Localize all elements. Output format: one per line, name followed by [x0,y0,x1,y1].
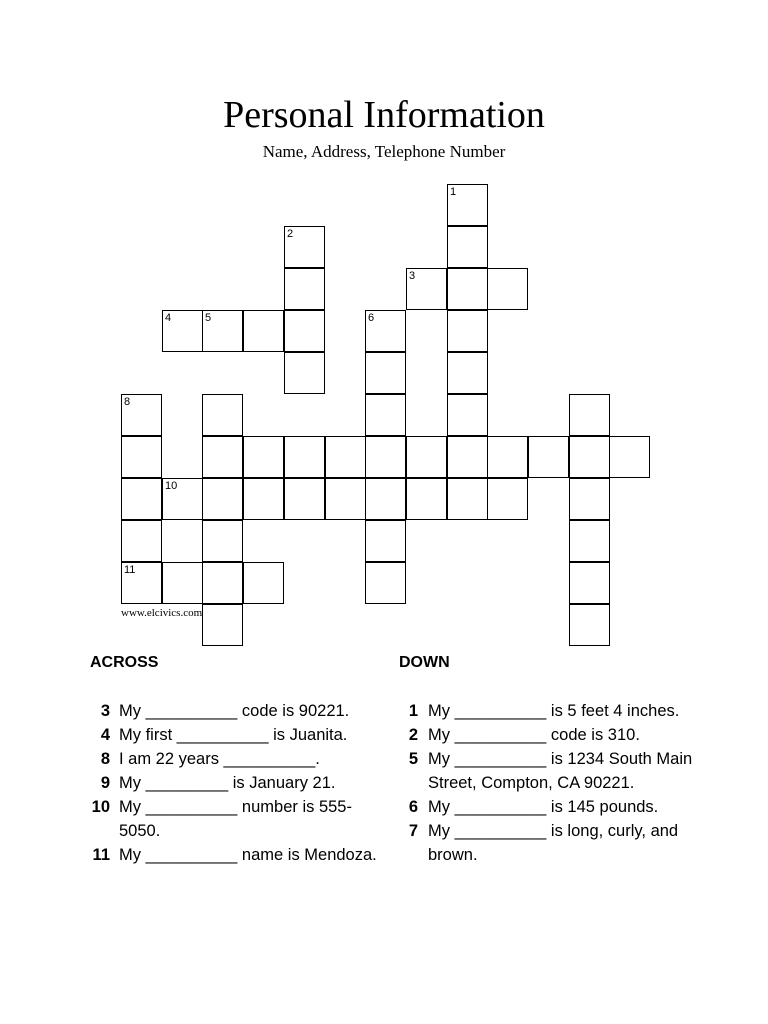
down-clue [399,699,699,723]
crossword-cell[interactable] [365,520,406,562]
cell-number: 1 [450,186,457,198]
page-title: Personal Information [223,94,545,136]
crossword-cell[interactable] [365,436,406,478]
clue-number: 11 [92,846,110,864]
crossword-cell[interactable] [121,520,162,562]
cell-number: 2 [287,228,294,240]
crossword-cell[interactable] [487,436,528,478]
crossword-cell[interactable] [202,436,243,478]
clue-number: 4 [100,726,110,744]
clue-text: My _________ is January 21. [119,774,336,792]
crossword-cell[interactable] [243,478,284,520]
crossword-cell[interactable] [202,604,243,646]
cell-number: 11 [124,564,136,576]
clue-text: I am 22 years __________. [119,750,320,768]
clue-text: My first __________ is Juanita. [119,726,348,744]
cell-number: 6 [368,312,375,324]
clue-number: 7 [408,822,418,840]
crossword-cell[interactable] [365,352,406,394]
crossword-cell[interactable] [162,310,203,352]
crossword-cell[interactable] [243,310,284,352]
crossword-cell[interactable] [487,268,528,310]
crossword-cell[interactable] [162,562,203,604]
crossword-cell[interactable] [528,436,569,478]
crossword-cell[interactable] [487,478,528,520]
crossword-cell[interactable] [121,436,162,478]
crossword-cell[interactable] [447,184,488,226]
down-heading: DOWN [399,654,450,671]
clue-number: 6 [408,798,418,816]
across-clue [90,699,380,723]
crossword-cell[interactable] [325,436,366,478]
crossword-cell[interactable] [406,478,447,520]
clue-number: 1 [408,702,418,720]
crossword-cell[interactable] [284,352,325,394]
crossword-cell[interactable] [121,478,162,520]
crossword-cell[interactable] [202,310,243,352]
across-clue [90,747,380,771]
clue-number: 5 [408,750,418,768]
crossword-cell[interactable] [447,478,488,520]
clue-number: 10 [91,798,110,816]
across-clue [90,843,380,867]
cell-number: 10 [165,480,178,492]
across-clues [90,653,380,867]
across-clue [90,723,380,747]
down-clue [399,819,699,867]
crossword-cell[interactable] [447,436,488,478]
clue-text: My __________ is long, curly, and brown. [428,822,679,864]
crossword-cell[interactable] [365,562,406,604]
crossword-cell[interactable] [447,226,488,268]
crossword-cell[interactable] [121,562,162,604]
clue-number: 3 [100,702,110,720]
down-clue [399,723,699,747]
crossword-cell[interactable] [447,394,488,436]
crossword-cell[interactable] [284,436,325,478]
crossword-cell[interactable] [284,310,325,352]
crossword-cell[interactable] [569,520,610,562]
across-heading: ACROSS [90,654,159,671]
clue-text: My __________ is 5 feet 4 inches. [428,702,680,720]
crossword-cell[interactable] [202,562,243,604]
crossword-cell[interactable] [569,562,610,604]
crossword-cell[interactable] [202,394,243,436]
crossword-cell[interactable] [569,478,610,520]
crossword-cell[interactable] [447,268,488,310]
crossword-cell[interactable] [325,478,366,520]
crossword-cell[interactable] [569,436,610,478]
crossword-cell[interactable] [569,604,610,646]
clue-number: 2 [408,726,418,744]
clue-number: 9 [100,774,110,792]
crossword-cell[interactable] [447,310,488,352]
crossword-cell[interactable] [284,226,325,268]
cell-number: 8 [124,396,131,408]
crossword-cell[interactable] [243,562,284,604]
down-clues [399,653,699,867]
crossword-cell[interactable] [609,436,650,478]
website-credit: www.elcivics.com [121,607,203,619]
clue-number: 8 [100,750,110,768]
crossword-cell[interactable] [284,478,325,520]
across-clue [90,771,380,795]
cell-number: 5 [205,312,212,324]
down-clue [399,795,699,819]
crossword-cell[interactable] [243,436,284,478]
crossword-cell[interactable] [365,394,406,436]
clue-text: My __________ is 145 pounds. [428,798,659,816]
crossword-cell[interactable] [365,310,406,352]
clue-text: My __________ code is 90221. [119,702,350,720]
crossword-cell[interactable] [447,352,488,394]
crossword-cell[interactable] [365,478,406,520]
crossword-cell[interactable] [162,478,203,520]
clue-text: My __________ number is 555-5050. [119,798,352,840]
crossword-cell[interactable] [406,268,447,310]
clue-text: My __________ name is Mendoza. [119,846,377,864]
cell-number: 3 [409,270,416,282]
crossword-cell[interactable] [569,394,610,436]
across-clue [90,795,380,843]
down-clue [399,747,699,795]
crossword-cell[interactable] [284,268,325,310]
crossword-cell[interactable] [202,478,243,520]
crossword-cell[interactable] [121,394,162,436]
page-subtitle: Name, Address, Telephone Number [262,142,506,161]
clue-text: My __________ is 1234 South Main Street, Compton, CA 90221. [428,750,693,792]
crossword-cell[interactable] [406,436,447,478]
clue-text: My __________ code is 310. [428,726,640,744]
cell-number: 4 [165,312,172,324]
crossword-cell[interactable] [202,520,243,562]
